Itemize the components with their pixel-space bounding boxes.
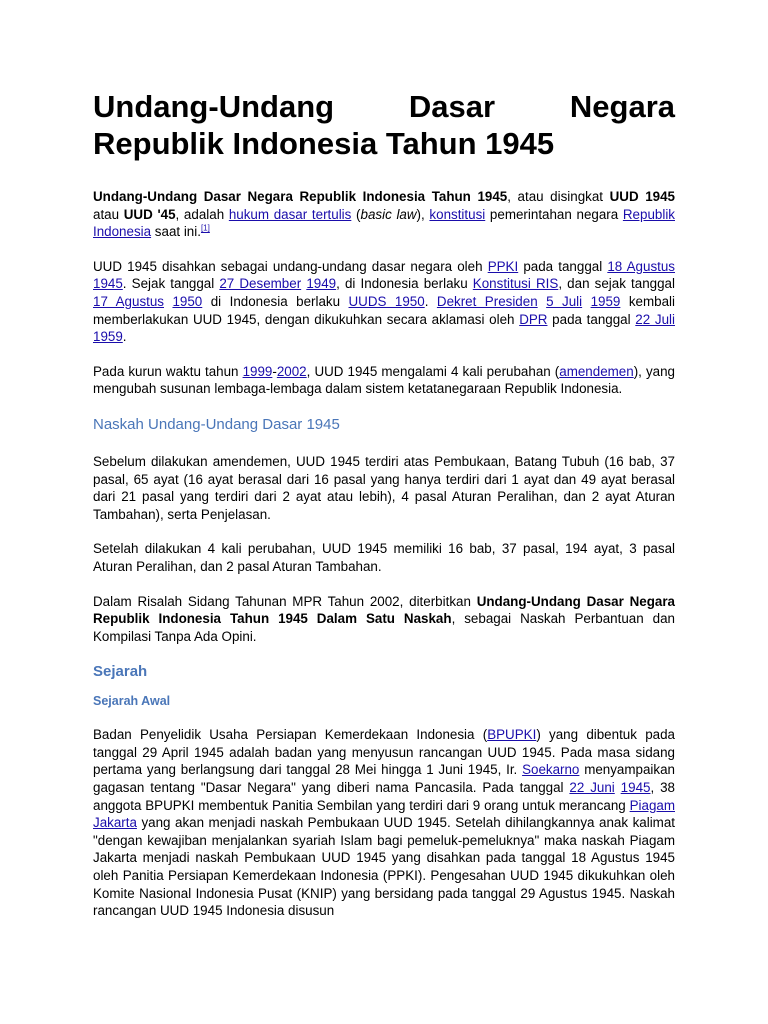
- link-dekret-presiden[interactable]: Dekret Presiden: [436, 293, 538, 309]
- link-18-agustus-1945[interactable]: 18 Agustus 1945: [93, 258, 675, 292]
- link-dpr[interactable]: DPR: [519, 311, 548, 327]
- link-1945[interactable]: 1945: [620, 780, 651, 796]
- intro-paragraph: Undang-Undang Dasar Negara Republik Indonesia Tahun 1945, atau disingkat UUD 1945 atau UUD '45, adalah hukum dasar tertulis (basic law), konstitusi pemerintahan negara Republik Indonesia saat ini.[1]: [93, 189, 675, 240]
- link-1959[interactable]: 1959: [590, 293, 621, 309]
- link-5-juli[interactable]: 5 Juli: [546, 293, 583, 309]
- bold-term: UUD '45: [123, 206, 176, 222]
- link-22-juli[interactable]: 22 Juli: [635, 311, 675, 327]
- link-2002[interactable]: 2002: [276, 363, 307, 379]
- amendment-paragraph: Pada kurun waktu tahun 1999-2002, UUD 1945 mengalami 4 kali perubahan (amendemen), yang mengubah susunan lembaga-lembaga dalam sistem ketatanegaraan Republik Indonesia.: [93, 363, 675, 397]
- section-heading-naskah: Naskah Undang-Undang Dasar 1945: [93, 415, 340, 433]
- section-heading-sejarah: Sejarah: [93, 663, 148, 681]
- link-22-juni[interactable]: 22 Juni: [569, 780, 615, 796]
- link-1950[interactable]: 1950: [172, 293, 203, 309]
- link-konstitusi-ris[interactable]: Konstitusi RIS: [472, 276, 559, 292]
- link-1959[interactable]: 1959: [93, 329, 123, 345]
- history-paragraph: UUD 1945 disahkan sebagai undang-undang dasar negara oleh PPKI pada tanggal 18 Agustus 1945. Sejak tanggal 27 Desember 1949, di Indonesia berlaku Konstitusi RIS, dan sejak tanggal 17 Agustus 1950 di Indonesia berlaku UUDS 1950. Dekret Presiden 5 Juli 1959 kembali memberlakukan UUD 1945, dengan dikukuhkan secara aklamasi oleh DPR pada tanggal 22 Juli 1959.: [93, 258, 675, 345]
- link-ppki[interactable]: PPKI: [487, 258, 519, 274]
- sejarah-awal-paragraph: Badan Penyelidik Usaha Persiapan Kemerdekaan Indonesia (BPUPKI) yang dibentuk pada tanggal 29 April 1945 adalah badan yang menyusun rancangan UUD 1945. Pada masa sidang pertama yang berlangsung dari tanggal 28 Mei hingga 1 Juni 1945, Ir. Soekarno menyampaikan gagasan tentang "Dasar Negara" yang diberi nama Pancasila. Pada tanggal 22 Juni 1945, 38 anggota BPUPKI membentuk Panitia Sembilan yang terdiri dari 9 orang untuk merancang Piagam Jakarta yang akan menjadi naskah Pembukaan UUD 1945. Setelah dihilangkannya anak kalimat "dengan kewajiban menjalankan syariah Islam bagi pemeluk-pemeluknya" maka naskah Piagam Jakarta menjadi naskah Pembukaan UUD 1945 yang disahkan pada tanggal 18 Agustus 1945 oleh Panitia Persiapan Kemerdekaan Indonesia (PPKI). Pengesahan UUD 1945 dikukuhkan oleh Komite Nasional Indonesia Pusat (KNIP) yang bersidang pada tanggal 29 Agustus 1945. Naskah rancangan UUD 1945 Indonesia disusun: [93, 727, 675, 919]
- link-hukum-dasar-tertulis[interactable]: hukum dasar tertulis: [228, 206, 352, 222]
- link-piagam-jakarta[interactable]: Piagam Jakarta: [93, 797, 675, 831]
- naskah-paragraph-1: Sebelum dilakukan amendemen, UUD 1945 terdiri atas Pembukaan, Batang Tubuh (16 bab, 37 pasal, 65 ayat (16 ayat berasal dari 16 pasal yang hanya terdiri dari 1 ayat dan 49 ayat berasal dari 21 pasal yang terdiri dari 2 ayat atau lebih), 4 pasal Aturan Peralihan, dan 2 ayat Aturan Tambahan), serta Penjelasan.: [93, 453, 675, 522]
- link-soekarno[interactable]: Soekarno: [522, 762, 580, 778]
- link-konstitusi[interactable]: konstitusi: [429, 206, 486, 222]
- link-1949[interactable]: 1949: [306, 276, 337, 292]
- link-uuds-1950[interactable]: UUDS 1950: [348, 293, 425, 309]
- page-title: Undang-Undang Dasar Negara Republik Indonesia Tahun 1945: [93, 89, 675, 161]
- footnote-link[interactable]: [1]: [200, 223, 210, 233]
- bold-term: UUD 1945: [609, 189, 675, 204]
- link-1999[interactable]: 1999: [242, 363, 273, 379]
- naskah-paragraph-3: Dalam Risalah Sidang Tahunan MPR Tahun 2002, diterbitkan Undang-Undang Dasar Negara Republik Indonesia Tahun 1945 Dalam Satu Naskah, sebagai Naskah Perbantuan dan Kompilasi Tanpa Ada Opini.: [93, 593, 675, 644]
- bold-term: Undang-Undang Dasar Negara Republik Indonesia Tahun 1945 Dalam Satu Naskah: [93, 593, 675, 627]
- subsection-heading-sejarah-awal: Sejarah Awal: [93, 694, 171, 709]
- link-27-desember[interactable]: 27 Desember: [219, 276, 302, 292]
- bold-term: Undang-Undang Dasar Negara Republik Indonesia Tahun 1945: [93, 189, 508, 204]
- link-amendemen[interactable]: amendemen: [559, 363, 634, 379]
- naskah-paragraph-2: Setelah dilakukan 4 kali perubahan, UUD 1945 memiliki 16 bab, 37 pasal, 194 ayat, 3 pasal Aturan Peralihan, dan 2 pasal Aturan Tambahan.: [93, 541, 675, 574]
- link-17-agustus[interactable]: 17 Agustus: [93, 293, 164, 309]
- link-bpupki[interactable]: BPUPKI: [487, 727, 537, 743]
- link-republik-indonesia[interactable]: Republik Indonesia: [93, 206, 675, 240]
